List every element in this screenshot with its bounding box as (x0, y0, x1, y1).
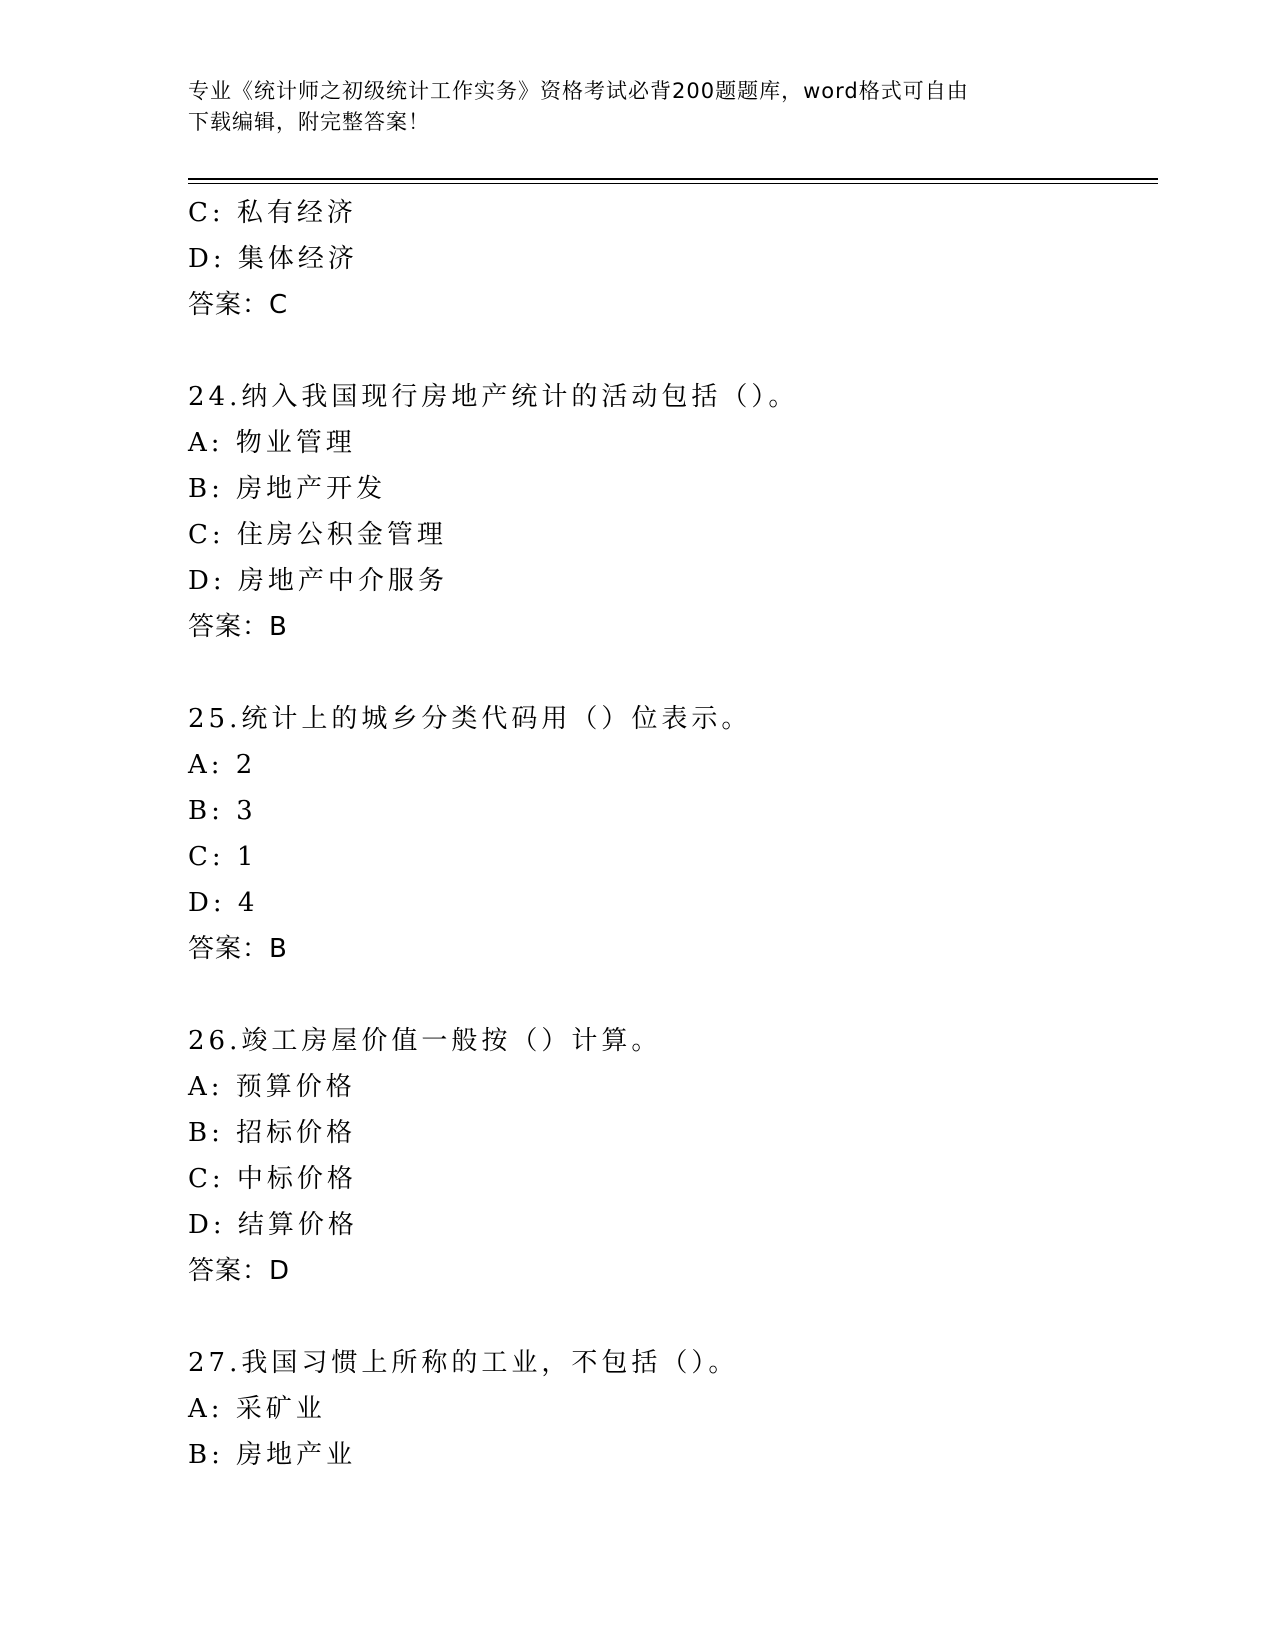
option-c: C: 1 (188, 842, 258, 872)
header-divider-thin (188, 183, 1158, 184)
option-a: A: 物业管理 (188, 428, 356, 458)
answer-line: 答案：C (188, 290, 289, 320)
option-b: B: 3 (188, 796, 257, 826)
option-b: B: 房地产业 (188, 1440, 357, 1470)
question-stem: 24.纳入我国现行房地产统计的活动包括（）。 (188, 382, 799, 412)
spacer (188, 328, 1168, 374)
option-c: C: 中标价格 (188, 1164, 357, 1194)
question-list (188, 190, 1168, 1478)
option-d: D: 4 (188, 888, 259, 918)
answer-line: 答案：D (188, 1256, 291, 1286)
question-stem: 27.我国习惯上所称的工业，不包括（）。 (188, 1348, 739, 1378)
option-d: D: 集体经济 (188, 244, 358, 274)
question-24 (188, 374, 1168, 650)
question-23-tail (188, 190, 1168, 328)
answer-line: 答案：B (188, 934, 288, 964)
header-divider-thick (188, 178, 1158, 180)
option-b: B: 房地产开发 (188, 474, 387, 504)
header-title-line-1: 专业《统计师之初级统计工作实务》资格考试必背200题题库，word格式可自由 (188, 79, 969, 103)
option-a: A: 预算价格 (188, 1072, 356, 1102)
option-d: D: 房地产中介服务 (188, 566, 448, 596)
option-b: B: 招标价格 (188, 1118, 357, 1148)
option-a: A: 采矿业 (188, 1394, 326, 1424)
answer-line: 答案：B (188, 612, 288, 642)
spacer (188, 972, 1168, 1018)
question-stem: 26.竣工房屋价值一般按（）计算。 (188, 1026, 662, 1056)
document-header (188, 76, 1068, 138)
spacer (188, 650, 1168, 696)
question-26 (188, 1018, 1168, 1294)
question-25 (188, 696, 1168, 972)
header-title-line-2: 下载编辑，附完整答案！ (188, 110, 430, 134)
option-d: D: 结算价格 (188, 1210, 358, 1240)
option-a: A: 2 (188, 750, 257, 780)
question-stem: 25.统计上的城乡分类代码用（）位表示。 (188, 704, 752, 734)
option-c: C: 住房公积金管理 (188, 520, 447, 550)
spacer (188, 1294, 1168, 1340)
option-c: C: 私有经济 (188, 198, 357, 228)
question-27 (188, 1340, 1168, 1478)
